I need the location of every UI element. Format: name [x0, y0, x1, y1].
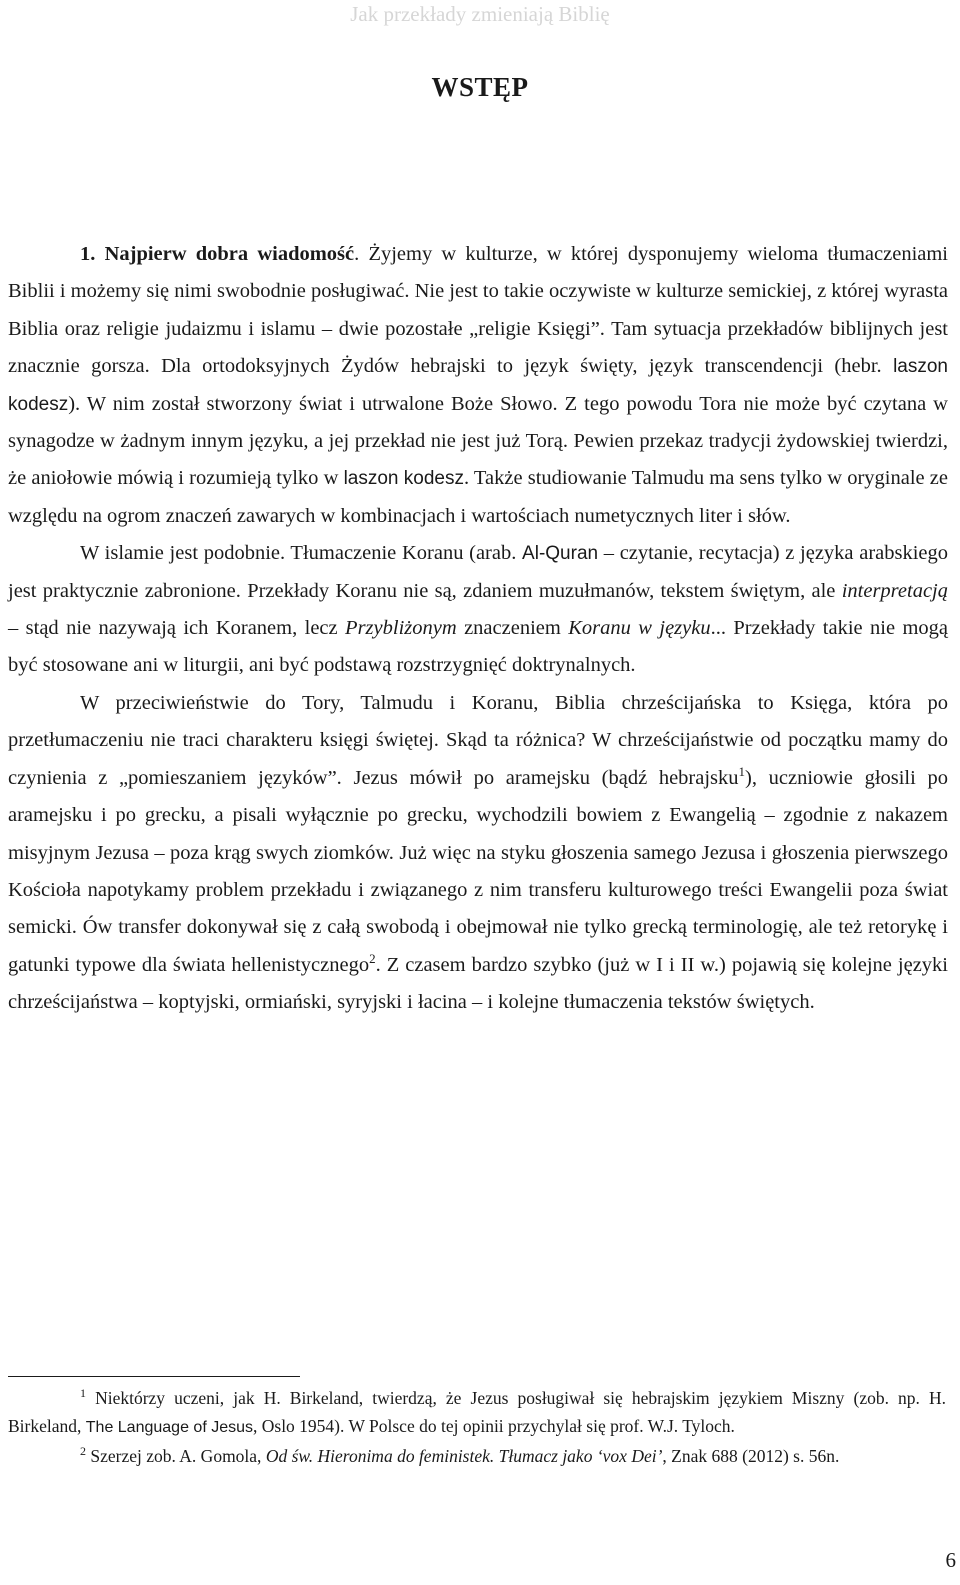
footnotes	[8, 1384, 946, 1470]
body-text	[8, 236, 948, 1022]
footnote-2: $^2$ Szerzej zob. A. Gomola, Od św. Hieronima do feministek. Tłumacz jako ‘vox Dei’, Znak 688 (2012) s. 56n.	[80, 1444, 840, 1466]
term-laszon-kodesz: laszon kodesz	[8, 356, 948, 415]
emphasis-interpretacja: interpretacją	[841, 579, 948, 602]
book-title: The Language of Jesus	[85, 1419, 253, 1436]
emphasis-koranu-w-jezyku: Koranu w języku	[568, 617, 711, 640]
page-number: 6	[945, 1548, 956, 1572]
article-title: Od św. Hieronima do feministek. Tłumacz jako ‘vox Dei’	[265, 1446, 663, 1466]
section-heading: 1. Najpierw dobra wiadomość	[80, 243, 355, 265]
emphasis-przyblizonym: Przybliżonym	[345, 617, 457, 640]
term-al-quran: Al-Quran	[522, 543, 599, 565]
footnote-separator	[8, 1376, 300, 1377]
page-title: WSTĘP	[431, 72, 529, 102]
footnote-1: $^1$ Niektórzy uczeni, jak H. Birkeland, twierdzą, że Jezus posługiwał się hebrajskim językiem Miszny (zob. np. H. Birkeland, The Language of Jesus, Oslo 1954). W Polsce do tej opinii przychylał się prof. W.J. Tyloch.	[8, 1386, 947, 1436]
footnote-ref-1[interactable]: 1	[738, 763, 746, 779]
running-header: Jak przekłady zmieniają Biblię	[350, 2, 610, 26]
paragraph-2: W islamie jest podobnie. Tłumaczenie Koranu (arab. Al-Quran – czytanie, recytacja) z języka arabskiego jest praktycznie zabronione. Przekłady Koranu nie są, zdaniem muzułmanów, tekstem świętym, ale interpretacją – stąd nie nazywają ich Koranem, lecz Przybliżonym znaczeniem Koranu w języku... Przekłady takie nie mogą być stosowane ani w liturgii, ani być podstawą rozstrzygnięć doktrynalnych.	[8, 542, 949, 677]
paragraph-1: 1. Najpierw dobra wiadomość. Żyjemy w kulturze, w której dysponujemy wieloma tłumaczeniami Biblii i możemy się nimi swobodnie posługiwać. Nie jest to takie oczywiste w kulturze semickiej, z której wyrasta Biblia oraz religie judaizmu i islamu – dwie pozostałe „religie Księgi”. Tam sytuacja przekładów biblijnych jest znacznie gorsza. Dla ortodoksyjnych Żydów hebrajski to język święty, język transcendencji (hebr. laszon kodesz). W nim został stworzony świat i utrwalone Boże Słowo. Z tego powodu Tora nie może być czytana w synagodze w żadnym innym języku, a jej przekład nie jest już Torą. Pewien przekaz tradycji żydowskiej twierdzi, że aniołowie mówią i rozumieją tylko w laszon kodesz. Także studiowanie Talmudu ma sens tylko w oryginale ze względu na ogrom znaczeń zawarych w kombinacjach i wartościach numetycznych liter i słów.	[8, 243, 949, 527]
footnote-ref-2[interactable]: 2	[369, 950, 376, 966]
term-laszon-kodesz-2: laszon kodesz	[343, 468, 464, 490]
paragraph-3: W przeciwieństwie do Tory, Talmudu i Koranu, Biblia chrześcijańska to Księga, która po przetłumaczeniu nie traci charakteru księgi świętej. Skąd ta różnica? W chrześcijaństwie od początku mamy do czynienia z „pomieszaniem języków”. Jezus mówił po aramejsku (bądź hebrajsku$^1$), uczniowie głosili po aramejsku i po grecku, a pisali wyłącznie po grecku, wychodzili bowiem z Ewangelią – zgodnie z nakazem misyjnym Jezusa – poza krąg swych ziomków. Już więc na styku głoszenia samego Jezusa i głoszenia pierwszego Kościoła napotykamy problem przekładu i związanego z nim transferu kulturowego treści Ewangelii poza świat semicki. Ów transfer dokonywał się z całą swobodą i obejmował nie tylko grecką terminologię, ale też retorykę i gatunki typowe dla świata hellenistycznego$^2$. Z czasem bardzo szybko (już w I i II w.) pojawią się kolejne języki chrześcijaństwa – koptyjski, ormiański, syryjski i łacina – i kolejne tłumaczenia tekstów świętych.	[8, 691, 948, 1014]
